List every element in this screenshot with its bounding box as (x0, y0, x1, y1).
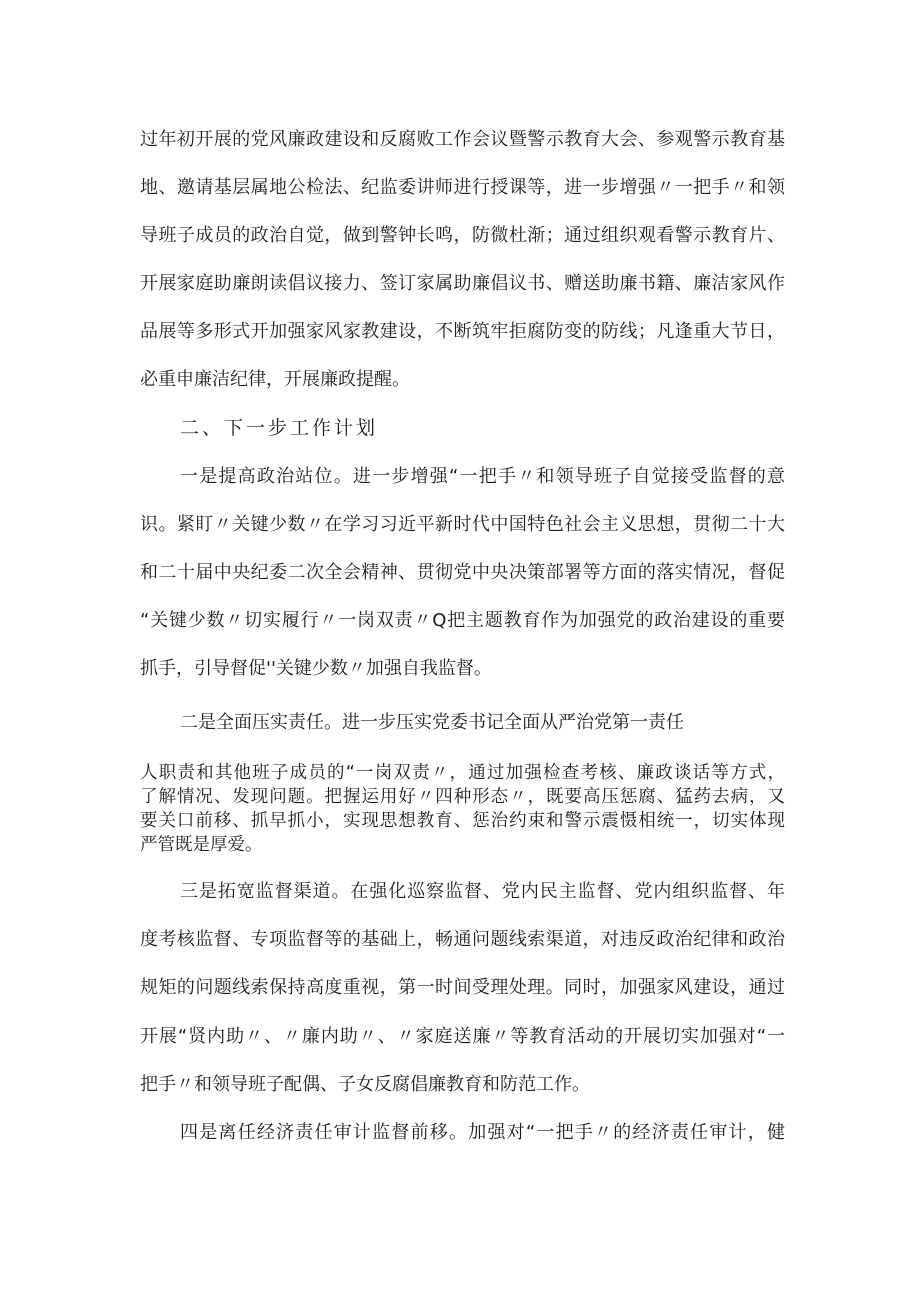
para4-line-5: 把手〃和领导班子配偶、子女反腐倡廉教育和防范工作。 (140, 1074, 590, 1095)
para1-line-1: 过年初开展的党风廉政建设和反腐败工作会议暨警示教育大会、参观警示教育基 (140, 129, 785, 150)
para5-line-1: 四是离任经济责任审计监督前移。加强对“一把手〃的经济责任审计，健 (180, 1122, 785, 1143)
para3-line-5: 严管既是厚爱。 (140, 835, 263, 855)
para2-line-1: 一是提高政治站位。进一步增强“一把手〃和领导班子自觉接受监督的意 (180, 466, 785, 487)
para2-line-2: 识。紧盯〃关键少数〃在学习习近平新时代中国特色社会主义思想，贯彻二十大 (140, 514, 785, 535)
para4-line-3: 规矩的问题线索保持高度重视，第一时间受理处理。同时，加强家风建设，通过 (140, 977, 785, 998)
para4-line-1: 三是拓宽监督渠道。在强化巡察监督、党内民主监督、党内组织监督、年 (180, 881, 785, 902)
para1-line-4: 开展家庭助廉朗读倡议接力、签订家属助廉倡议书、赠送助廉书籍、廉洁家风作 (140, 273, 785, 294)
section-heading: 二、下一步工作计划 (180, 417, 379, 439)
para3-line-2: 人职责和其他班子成员的“一岗双责〃，通过加强检查考核、廉政谈话等方式， (140, 763, 785, 783)
para3-line-1: 二是全面压实责任。进一步压实党委书记全面从严治党第一责任 (180, 712, 684, 733)
para4-line-4: 开展“贤内助〃、〃廉内助〃、〃家庭送廉〃等教育活动的开展切实加强对“一 (140, 1026, 785, 1047)
para1-line-5: 品展等多形式开加强家风家教建设，不断筑牢拒腐防变的防线；凡逢重大节日， (140, 321, 785, 342)
para2-line-3: 和二十届中央纪委二次全会精神、贯彻党中央决策部署等方面的落实情况，督促 (140, 562, 785, 583)
para1-line-3: 导班子成员的政治自觉，做到警钟长鸣，防微杜渐；通过组织观看警示教育片、 (140, 225, 785, 246)
para3-line-3: 了解情况、发现问题。把握运用好〃四种形态〃，既要高压惩腐、猛药去病，又 (140, 787, 785, 807)
para2-line-4: “关键少数〃切实履行〃一岗双责〃Q把主题教育作为加强党的政治建设的重要 (140, 610, 785, 631)
para3-line-4: 要关口前移、抓早抓小，实现思想教育、惩治约束和警示震慑相统一，切实体现 (140, 811, 785, 831)
para1-line-2: 地、邀请基层属地公检法、纪监委讲师进行授课等，进一步增强〃一把手〃和领 (140, 177, 785, 198)
para1-line-6: 必重申廉洁纪律，开展廉政提醒。 (140, 369, 410, 390)
para4-line-2: 度考核监督、专项监督等的基础上，畅通问题线索渠道，对违反政治纪律和政治 (140, 929, 785, 950)
para2-line-5: 抓手，引导督促''关键少数〃加强自我监督。 (140, 658, 492, 679)
